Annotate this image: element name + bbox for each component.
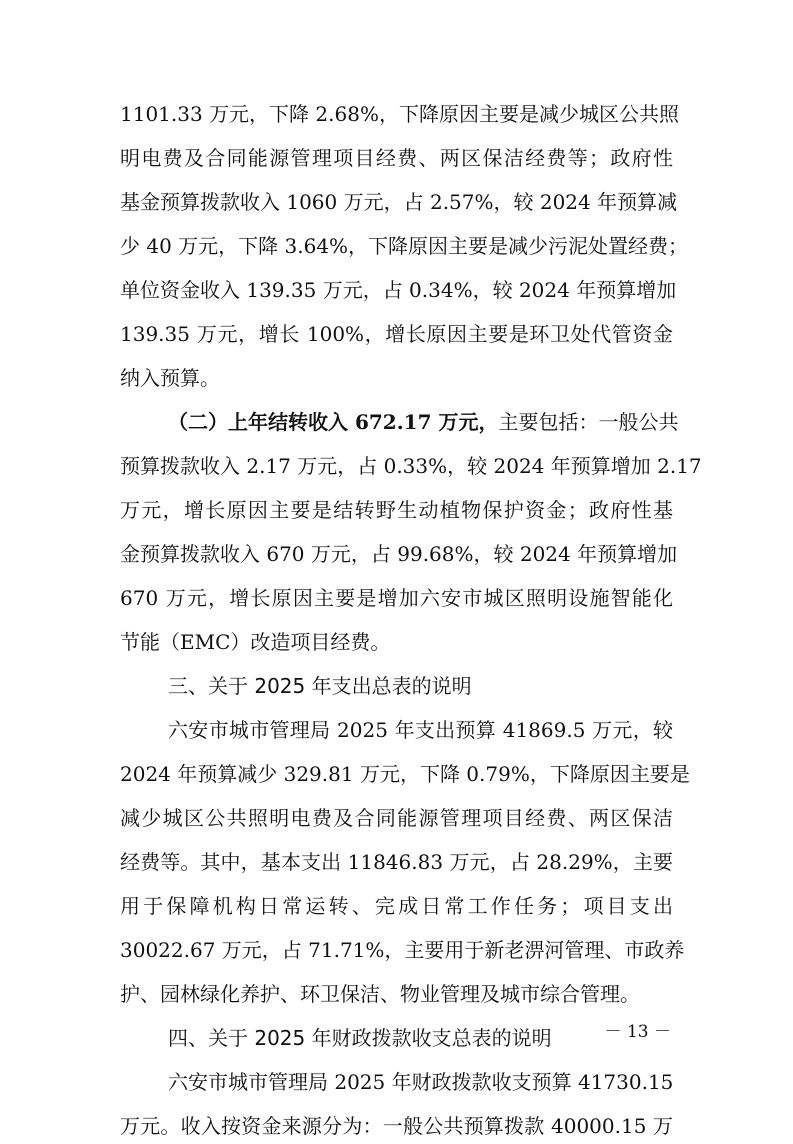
paragraph-line: 六安市城市管理局 2025 年财政拨款收支预算 41730.15 [168,1070,674,1094]
section-heading: 四、关于 2025 年财政拨款收支总表的说明 [168,1026,552,1050]
paragraph-line: 六安市城市管理局 2025 年支出预算 41869.5 万元，较 [168,718,673,742]
subsection-heading-line [168,404,679,440]
paragraph-line: 30022.67 万元，占 71.71%，主要用于新老淠河管理、市政养 [120,938,685,962]
page-number: － 13 － [604,1022,671,1042]
paragraph-line: 明电费及合同能源管理项目经费、两区保洁经费等；政府性 [120,146,673,170]
paragraph-text: 主要包括：一般公共 [498,410,679,434]
subsection-heading: （二）上年结转收入 672.17 万元， [168,410,499,434]
paragraph-line: 用于保障机构日常运转、完成日常工作任务；项目支出 [120,894,673,918]
paragraph-line: 纳入预算。 [120,366,220,390]
paragraph-line: 少 40 万元，下降 3.64%，下降原因主要是减少污泥处置经费； [120,234,689,258]
paragraph-line: 670 万元，增长原因主要是增加六安市城区照明设施智能化 [120,586,673,610]
paragraph-line: 节能（EMC）改造项目经费。 [120,630,391,654]
paragraph-line: 减少城区公共照明电费及合同能源管理项目经费、两区保洁 [120,806,673,830]
paragraph-line: 万元，增长原因主要是结转野生动植物保护资金；政府性基 [120,498,673,522]
paragraph-line: 预算拨款收入 2.17 万元，占 0.33%，较 2024 年预算增加 2.17 [120,454,702,478]
paragraph-line: 单位资金收入 139.35 万元，占 0.34%，较 2024 年预算增加 [120,278,677,302]
paragraph-line: 万元。收入按资金来源分为：一般公共预算拨款 40000.15 万 [120,1114,673,1138]
paragraph-line: 139.35 万元，增长 100%，增长原因主要是环卫处代管资金 [120,322,673,346]
paragraph-line: 1101.33 万元，下降 2.68%，下降原因主要是减少城区公共照 [120,102,679,126]
paragraph-line: 金预算拨款收入 670 万元，占 99.68%，较 2024 年预算增加 [120,542,678,566]
paragraph-line: 经费等。其中，基本支出 11846.83 万元，占 28.29%，主要 [120,850,673,874]
paragraph-line: 2024 年预算减少 329.81 万元，下降 0.79%，下降原因主要是 [120,762,690,786]
section-heading: 三、关于 2025 年支出总表的说明 [168,674,472,698]
paragraph-line: 护、园林绿化养护、环卫保洁、物业管理及城市综合管理。 [120,982,640,1006]
paragraph-line: 基金预算拨款收入 1060 万元，占 2.57%，较 2024 年预算减 [120,190,678,214]
